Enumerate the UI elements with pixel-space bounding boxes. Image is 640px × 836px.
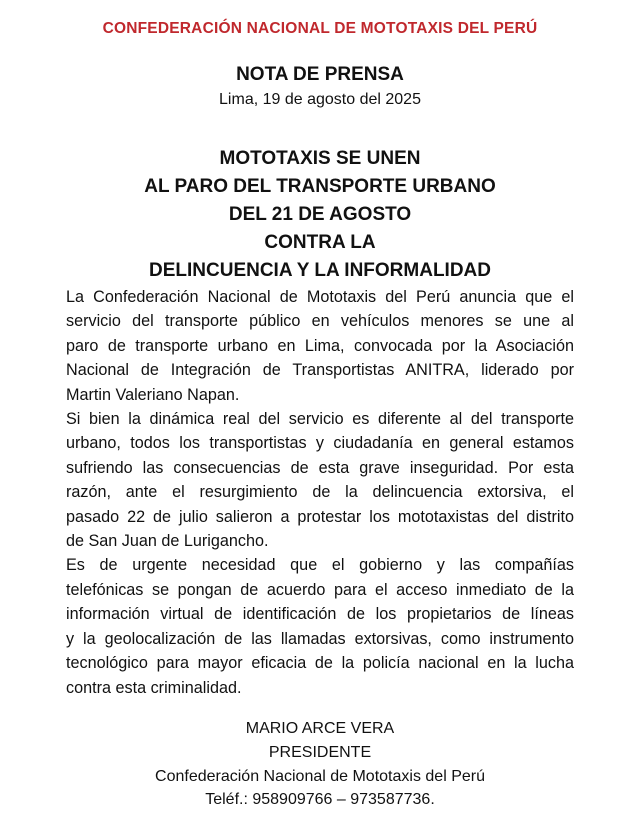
paragraph — [66, 285, 574, 407]
signature-block — [0, 717, 640, 812]
text-line: sufriendo las consecuencias de esta grave inseguridad. Por esta — [66, 458, 574, 477]
text-line: y la geolocalización de las llamadas extorsivas, como instrumento — [66, 629, 574, 648]
text-line: paro de transporte urbano en Lima, convocada por la Asociación — [66, 336, 574, 355]
body-text — [66, 285, 574, 700]
text-line: contra esta criminalidad. — [66, 678, 242, 697]
headline-line: DELINCUENCIA Y LA INFORMALIDAD — [149, 260, 491, 281]
signatory-role: PRESIDENTE — [268, 743, 372, 761]
text-line: tecnológico para mayor eficacia de la policía nacional en la lucha — [66, 654, 574, 673]
contact-phone: Teléf.: 958909766 – 973587736. — [205, 791, 435, 809]
headline — [0, 145, 640, 285]
text-line: Si bien la dinámica real del servicio es diferente al del transporte — [66, 410, 574, 429]
text-line: información virtual de identificación de los propietarios de líneas — [66, 605, 574, 624]
text-line: pasado 22 de julio salieron a protestar los mototaxistas del distrito — [66, 507, 574, 526]
headline-line: CONTRA LA — [264, 232, 376, 253]
organization-header: CONFEDERACIÓN NACIONAL DE MOTOTAXIS DEL PERÚ — [102, 20, 538, 37]
text-line: Martin Valeriano Napan. — [66, 385, 240, 404]
headline-line: AL PARO DEL TRANSPORTE URBANO — [144, 176, 496, 197]
document-title: NOTA DE PRENSA — [236, 64, 404, 85]
text-line: razón, ante el resurgimiento de la delincuencia extorsiva, el — [66, 483, 574, 502]
text-line: Nacional de Integración de Transportistas ANITRA, liderado por — [66, 361, 574, 380]
signatory-organization: Confederación Nacional de Mototaxis del Perú — [155, 767, 485, 785]
document-date: Lima, 19 de agosto del 2025 — [219, 91, 421, 108]
text-line: La Confederación Nacional de Mototaxis del Perú anuncia que el — [66, 288, 574, 306]
signatory-name: MARIO ARCE VERA — [245, 720, 395, 737]
text-line: telefónicas se pongan de acuerdo para el acceso inmediato de la — [66, 580, 574, 599]
text-line: urbano, todos los transportistas y ciudadanía en general estamos — [66, 434, 574, 453]
headline-line: DEL 21 DE AGOSTO — [228, 204, 412, 225]
headline-line: MOTOTAXIS SE UNEN — [219, 148, 421, 169]
text-line: de San Juan de Lurigancho. — [66, 532, 269, 551]
paragraph — [66, 407, 574, 553]
paragraph — [66, 553, 574, 699]
text-line: Es de urgente necesidad que el gobierno y las compañías — [66, 556, 574, 575]
text-line: servicio del transporte público en vehículos menores se une al — [66, 312, 574, 331]
